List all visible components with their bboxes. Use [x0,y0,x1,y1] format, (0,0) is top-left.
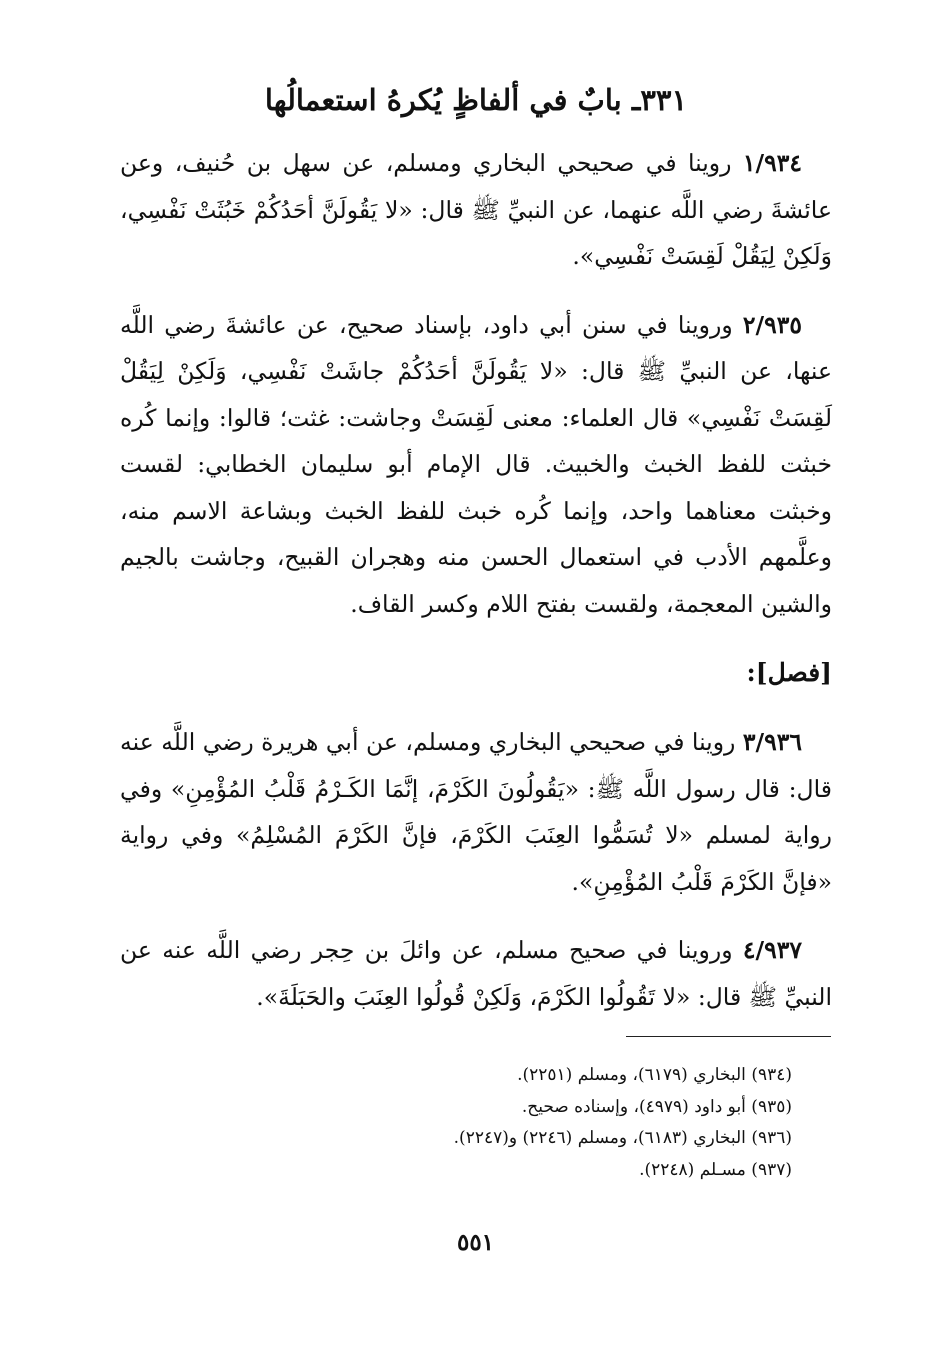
page-body [120,72,832,1042]
hadith-text: وروينا في صحيح مسلم، عن وائلَ بن حِجر رضي اللَّه عنه عن النبيِّ ﷺ قال: «لا تَقُولُوا الكَرْمَ، وَلَكِنْ قُولُوا العِنَبَ والحَبَلَةَ». [120,936,832,1011]
hadith-text: روينا في صحيحي البخاري ومسلم، عن سهل بن حُنيف، وعن عائشةَ رضي اللَّه عنهما، عن النبيِّ ﷺ قال: «لا يَقُولَنَّ أحَدُكُمْ خَبُثَتْ نَفْسِي، وَلَكِنْ لِيَقُلْ لَقِسَتْ نَفْسِي». [120,149,832,270]
hadith-934 [120,140,832,280]
hadith-number: ١/٩٣٤ [742,149,802,177]
hadith-number: ٣/٩٣٦ [742,728,802,756]
hadith-text: وروينا في سنن أبي داود، بإسناد صحيح، عن عائشةَ رضي اللَّه عنها، عن النبيِّ ﷺ قال: «لا يَقُولَنَّ أحَدُكُمْ جاشَتْ نَفْسِي، وَلَكِنْ لِيَقُلْ لَقِسَتْ نَفْسِي» قال العلماء: معنى لَقِسَتْ وجاشت: غثت؛ قالوا: وإنما كُره خبثت للفظ الخبث والخبيث. قال الإمام أبو سليمان الخطابي: لقست وخبثت معناهما واحد، وإنما كُره خبث للفظ الخبث وبشاعة الاسم منه، وعلَّمهم الأدب في استعمال الحسن منه وهجران القبيح، وجاشت بالجيم والشين المعجمة، ولقست بفتح اللام وكسر القاف. [120,310,832,618]
section-heading: [فصل]: [746,658,832,687]
footnote-936: (٩٣٦) البخاري (٦١٨٣)، ومسلم (٢٢٤٦) و(٢٢٤٧). [453,1128,792,1148]
footnote-935: (٩٣٥) أبو داود (٤٩٧٩)، وإسناده صحيح. [521,1096,792,1117]
footnotes [120,1060,832,1186]
hadith-number: ٤/٩٣٧ [742,936,802,964]
hadith-number: ٢/٩٣٥ [742,310,802,339]
hadith-937 [120,927,832,1020]
hadith-text: روينا في صحيحي البخاري ومسلم، عن أبي هريرة رضي اللَّه عنه قال: قال رسول اللَّه ﷺ: «يَقُولُونَ الكَرْمَ، إنَّمَا الكَـرْمُ قَلْبُ المُؤْمِنِ» وفي رواية لمسلم «لا تُسَمُّوا العِنَبَ الكَرْمَ، فإنَّ الكَرْمَ المُسْلِمُ» وفي رواية «فإنَّ الكَرْمَ قَلْبُ المُؤْمِنِ». [120,728,832,896]
chapter-title: ٣٣١ـ بابٌ في ألفاظٍ يُكرهُ استعمالُها [264,83,688,117]
footnote-937: (٩٣٧) مسـلم (٢٢٤٨). [639,1159,792,1180]
hadith-936 [120,719,832,905]
footnote-separator [626,1036,831,1037]
hadith-935 [120,302,832,628]
footnote-934: (٩٣٤) البخاري (٦١٧٩)، ومسلم (٢٢٥١). [517,1065,792,1085]
page-number: ٥٥١ [456,1229,495,1256]
